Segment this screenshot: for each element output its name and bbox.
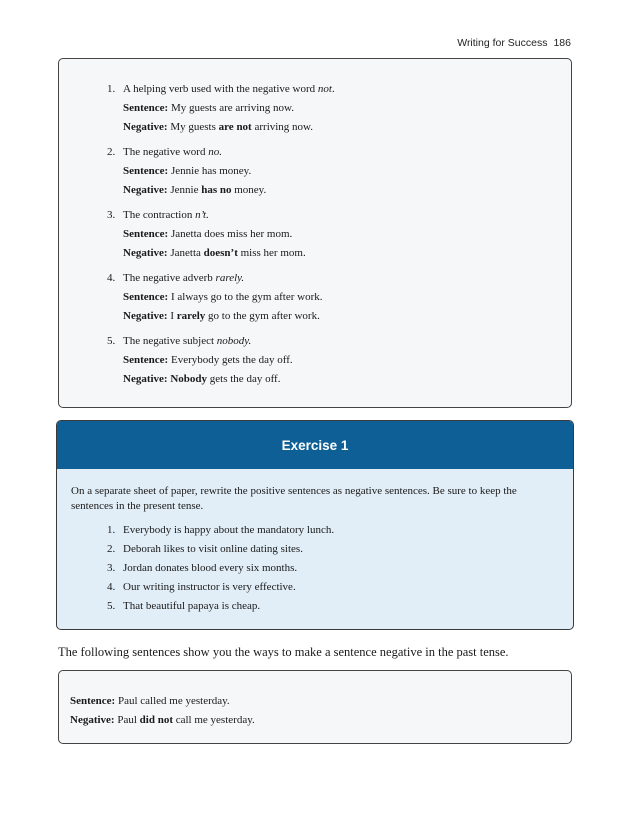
item-lead (123, 206, 547, 225)
list-item (107, 578, 537, 597)
sentence-text: Paul called me yesterday. (115, 695, 230, 707)
negative-emphasis: has no (201, 184, 232, 196)
negative-post: money. (231, 184, 267, 196)
sentence-line (123, 99, 547, 118)
lead-text: The negative subject (123, 335, 217, 347)
negative-label: Negative: (123, 373, 168, 385)
exercise-list (107, 521, 537, 616)
negative-emphasis: are not (218, 121, 252, 133)
sentence-label: Sentence: (70, 695, 116, 707)
item-number: 4. (107, 272, 116, 284)
term-text: no. (208, 146, 222, 158)
term-end: . (331, 83, 335, 95)
sentence-line (70, 692, 560, 711)
negative-line (123, 181, 547, 200)
sentence-label: Sentence: (123, 165, 169, 177)
sentence-text: Janetta does miss her mom. (168, 228, 293, 240)
sentence-line (123, 162, 547, 181)
term-text: n’t. (195, 209, 209, 221)
negative-emphasis: Nobody (170, 373, 208, 385)
negative-line (123, 307, 547, 326)
lead-text: The negative word (123, 146, 209, 158)
sentence-line (123, 288, 547, 307)
sentence-label: Sentence: (123, 228, 169, 240)
running-header (457, 37, 571, 49)
lead-text: The negative adverb (123, 272, 216, 284)
lead-text: A helping verb used with the negative word (123, 83, 318, 95)
negative-label: Negative: (70, 714, 115, 726)
sentence-label: Sentence: (123, 291, 169, 303)
item-lead (123, 332, 547, 351)
term-text: not (317, 83, 332, 95)
item-number: 3. (107, 209, 116, 221)
sentence-line (123, 351, 547, 370)
negative-words-list (107, 80, 547, 395)
list-item (107, 269, 547, 326)
negative-post: call me yesterday. (172, 714, 255, 726)
negative-line (123, 244, 547, 263)
term-text: nobody. (216, 335, 252, 347)
item-number: 1. (107, 83, 116, 95)
sentence-text: Everybody gets the day off. (168, 354, 293, 366)
negative-emphasis: doesn’t (203, 247, 238, 259)
list-item (107, 80, 547, 137)
past-tense-example-box (58, 670, 572, 744)
lead-text: The contraction (123, 209, 196, 221)
item-number: 5. (107, 335, 116, 347)
negative-post: arriving now. (251, 121, 314, 133)
sentence-label: Sentence: (123, 354, 169, 366)
negative-line (70, 711, 560, 730)
negative-line (123, 118, 547, 137)
item-number: 2. (107, 146, 116, 158)
term-text: rarely. (215, 272, 245, 284)
negative-pre: Janetta (167, 247, 204, 259)
negative-label: Negative: (123, 184, 168, 196)
negative-post: go to the gym after work. (205, 310, 320, 322)
exercise-instructions: On a separate sheet of paper, rewrite the positive sentences as negative sentences. Be sure to keep the sentences in the present tense. (71, 485, 517, 512)
item-number: 5. (107, 600, 116, 612)
negative-label: Negative: (123, 310, 168, 322)
exercise-box (56, 420, 574, 630)
book-title: Writing for Success (457, 37, 548, 49)
sentence-text: My guests are arriving now. (168, 102, 294, 114)
negative-pre: I (167, 310, 177, 322)
item-lead (123, 80, 547, 99)
page-number: 186 (553, 37, 571, 49)
item-text: Our writing instructor is very effective. (123, 581, 296, 593)
item-text: That beautiful papaya is cheap. (123, 600, 261, 612)
negative-post: miss her mom. (237, 247, 306, 259)
negative-label: Negative: (123, 247, 168, 259)
list-item (107, 559, 537, 578)
negative-emphasis: rarely (176, 310, 206, 322)
item-lead (123, 143, 547, 162)
list-item (107, 597, 537, 616)
negative-words-box (58, 58, 572, 408)
negative-label: Negative: (123, 121, 168, 133)
list-item (107, 206, 547, 263)
exercise-title: Exercise 1 (57, 421, 573, 469)
item-number: 1. (107, 524, 116, 536)
negative-pre: My guests (167, 121, 219, 133)
list-item (107, 332, 547, 389)
negative-post: gets the day off. (207, 373, 281, 385)
item-text: Deborah likes to visit online dating sites. (123, 543, 303, 555)
body-paragraph: The following sentences show you the ways to make a sentence negative in the past tense. (58, 645, 509, 659)
list-item (107, 540, 537, 559)
negative-line (123, 370, 547, 389)
negative-pre: Paul (114, 714, 140, 726)
list-item (107, 521, 537, 540)
item-text: Jordan donates blood every six months. (123, 562, 298, 574)
item-number: 4. (107, 581, 116, 593)
sentence-text: I always go to the gym after work. (168, 291, 323, 303)
item-lead (123, 269, 547, 288)
item-text: Everybody is happy about the mandatory lunch. (123, 524, 335, 536)
sentence-text: Jennie has money. (168, 165, 252, 177)
list-item (107, 143, 547, 200)
sentence-label: Sentence: (123, 102, 169, 114)
item-number: 3. (107, 562, 116, 574)
item-number: 2. (107, 543, 116, 555)
negative-pre: Jennie (167, 184, 202, 196)
negative-emphasis: did not (139, 714, 173, 726)
sentence-line (123, 225, 547, 244)
